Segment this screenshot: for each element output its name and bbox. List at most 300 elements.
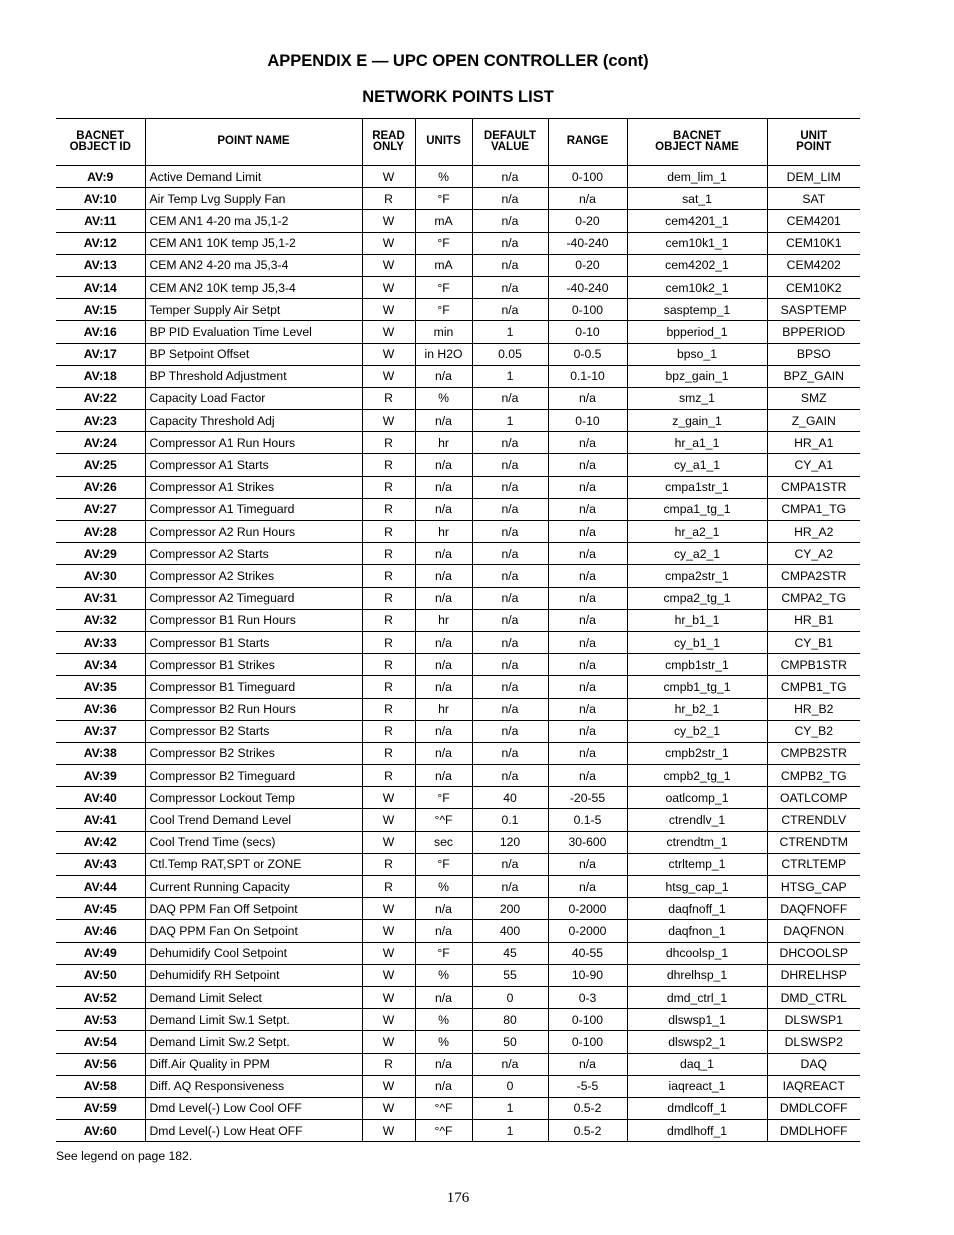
table-cell: hr <box>415 521 472 543</box>
table-cell: AV:35 <box>56 676 145 698</box>
table-cell: 1 <box>472 1097 548 1119</box>
table-cell: 40-55 <box>548 942 627 964</box>
table-cell: DHCOOLSP <box>767 942 860 964</box>
table-cell: R <box>362 188 415 210</box>
table-cell: 400 <box>472 920 548 942</box>
table-cell: DHRELHSP <box>767 964 860 986</box>
table-cell: AV:33 <box>56 631 145 653</box>
table-cell: AV:42 <box>56 831 145 853</box>
table-cell: W <box>362 321 415 343</box>
table-cell: 0 <box>472 1075 548 1097</box>
table-row <box>56 787 860 809</box>
table-cell: n/a <box>548 742 627 764</box>
table-cell: n/a <box>548 876 627 898</box>
table-cell: n/a <box>548 853 627 875</box>
table-cell: 55 <box>472 964 548 986</box>
table-cell: R <box>362 698 415 720</box>
table-cell: daq_1 <box>627 1053 767 1075</box>
table-cell: 0-20 <box>548 210 627 232</box>
table-cell: AV:23 <box>56 410 145 432</box>
table-cell: W <box>362 1009 415 1031</box>
table-cell: W <box>362 210 415 232</box>
table-cell: Diff. AQ Responsiveness <box>145 1075 362 1097</box>
table-cell: HR_A2 <box>767 521 860 543</box>
table-cell: n/a <box>472 543 548 565</box>
table-cell: AV:54 <box>56 1031 145 1053</box>
table-cell: n/a <box>548 654 627 676</box>
table-cell: sec <box>415 831 472 853</box>
table-row <box>56 765 860 787</box>
table-cell: AV:39 <box>56 765 145 787</box>
table-cell: n/a <box>472 454 548 476</box>
table-cell: Compressor A2 Run Hours <box>145 521 362 543</box>
table-cell: AV:30 <box>56 565 145 587</box>
table-cell: SMZ <box>767 387 860 409</box>
table-cell: 0-3 <box>548 986 627 1008</box>
table-cell: cmpa1str_1 <box>627 476 767 498</box>
table-cell: R <box>362 609 415 631</box>
table-cell: bpperiod_1 <box>627 321 767 343</box>
table-cell: AV:31 <box>56 587 145 609</box>
table-cell: 1 <box>472 410 548 432</box>
table-cell: n/a <box>548 698 627 720</box>
table-cell: W <box>362 1120 415 1142</box>
table-cell: R <box>362 853 415 875</box>
table-cell: DMD_CTRL <box>767 986 860 1008</box>
table-cell: W <box>362 410 415 432</box>
table-cell: % <box>415 876 472 898</box>
table-cell: n/a <box>415 720 472 742</box>
table-cell: AV:29 <box>56 543 145 565</box>
table-cell: cmpb2_tg_1 <box>627 765 767 787</box>
table-cell: 200 <box>472 898 548 920</box>
table-cell: DAQ PPM Fan On Setpoint <box>145 920 362 942</box>
table-cell: Compressor B1 Starts <box>145 631 362 653</box>
table-cell: 0.1 <box>472 809 548 831</box>
table-cell: °F <box>415 787 472 809</box>
table-cell: n/a <box>472 853 548 875</box>
table-cell: n/a <box>472 521 548 543</box>
table-cell: CMPA2_TG <box>767 587 860 609</box>
table-cell: Capacity Threshold Adj <box>145 410 362 432</box>
table-cell: % <box>415 1031 472 1053</box>
table-cell: Compressor A1 Run Hours <box>145 432 362 454</box>
table-cell: AV:26 <box>56 476 145 498</box>
table-cell: sasptemp_1 <box>627 299 767 321</box>
table-cell: CMPB2STR <box>767 742 860 764</box>
table-cell: hr_a2_1 <box>627 521 767 543</box>
page-number: 176 <box>446 1190 470 1206</box>
table-row <box>56 654 860 676</box>
table-cell: n/a <box>472 232 548 254</box>
table-cell: AV:16 <box>56 321 145 343</box>
table-cell: CEM AN1 4-20 ma J5,1-2 <box>145 210 362 232</box>
table-cell: hr_b2_1 <box>627 698 767 720</box>
table-cell: 0.1-5 <box>548 809 627 831</box>
table-cell: hr <box>415 609 472 631</box>
table-cell: dem_lim_1 <box>627 166 767 188</box>
table-cell: W <box>362 986 415 1008</box>
table-cell: n/a <box>472 742 548 764</box>
table-cell: CMPB1STR <box>767 654 860 676</box>
table-cell: W <box>362 166 415 188</box>
table-cell: ctrendtm_1 <box>627 831 767 853</box>
table-cell: n/a <box>415 410 472 432</box>
table-cell: W <box>362 1075 415 1097</box>
column-header: DEFAULT VALUE <box>472 119 548 166</box>
table-cell: 0-100 <box>548 1031 627 1053</box>
table-cell: HR_A1 <box>767 432 860 454</box>
table-cell: 0-2000 <box>548 898 627 920</box>
table-cell: % <box>415 387 472 409</box>
table-cell: n/a <box>548 565 627 587</box>
table-cell: AV:15 <box>56 299 145 321</box>
table-cell: Compressor A1 Starts <box>145 454 362 476</box>
table-cell: n/a <box>472 587 548 609</box>
table-cell: AV:50 <box>56 964 145 986</box>
table-cell: R <box>362 876 415 898</box>
table-cell: 1 <box>472 321 548 343</box>
table-cell: R <box>362 454 415 476</box>
table-cell: n/a <box>415 676 472 698</box>
table-cell: daqfnon_1 <box>627 920 767 942</box>
table-cell: cmpb2str_1 <box>627 742 767 764</box>
table-cell: CEM AN2 10K temp J5,3-4 <box>145 276 362 298</box>
table-cell: W <box>362 831 415 853</box>
table-cell: Compressor B2 Timeguard <box>145 765 362 787</box>
table-cell: AV:9 <box>56 166 145 188</box>
table-cell: R <box>362 676 415 698</box>
table-row <box>56 631 860 653</box>
table-cell: Dmd Level(-) Low Cool OFF <box>145 1097 362 1119</box>
table-cell: AV:13 <box>56 254 145 276</box>
table-cell: cy_a1_1 <box>627 454 767 476</box>
table-cell: 0.5-2 <box>548 1097 627 1119</box>
table-cell: CTRENDLV <box>767 809 860 831</box>
table-cell: n/a <box>472 654 548 676</box>
table-cell: n/a <box>472 387 548 409</box>
table-cell: AV:43 <box>56 853 145 875</box>
table-cell: Demand Limit Sw.1 Setpt. <box>145 1009 362 1031</box>
table-cell: Cool Trend Demand Level <box>145 809 362 831</box>
table-cell: SASPTEMP <box>767 299 860 321</box>
table-row <box>56 587 860 609</box>
table-cell: IAQREACT <box>767 1075 860 1097</box>
table-cell: 80 <box>472 1009 548 1031</box>
table-cell: AV:53 <box>56 1009 145 1031</box>
table-cell: n/a <box>415 742 472 764</box>
table-cell: CMPB2_TG <box>767 765 860 787</box>
table-cell: n/a <box>415 587 472 609</box>
table-cell: n/a <box>415 1075 472 1097</box>
table-cell: n/a <box>415 986 472 1008</box>
table-cell: W <box>362 232 415 254</box>
table-cell: SAT <box>767 188 860 210</box>
table-cell: smz_1 <box>627 387 767 409</box>
table-cell: bpz_gain_1 <box>627 365 767 387</box>
table-cell: R <box>362 565 415 587</box>
table-cell: 40 <box>472 787 548 809</box>
table-cell: R <box>362 631 415 653</box>
table-cell: R <box>362 587 415 609</box>
table-cell: AV:59 <box>56 1097 145 1119</box>
table-cell: AV:52 <box>56 986 145 1008</box>
table-cell: cmpa2_tg_1 <box>627 587 767 609</box>
table-row <box>56 276 860 298</box>
table-cell: n/a <box>472 254 548 276</box>
table-cell: daqfnoff_1 <box>627 898 767 920</box>
table-cell: CY_A1 <box>767 454 860 476</box>
table-title: NETWORK POINTS LIST <box>362 88 554 106</box>
table-cell: Compressor A2 Timeguard <box>145 587 362 609</box>
table-cell: n/a <box>548 765 627 787</box>
table-cell: AV:28 <box>56 521 145 543</box>
table-cell: Compressor Lockout Temp <box>145 787 362 809</box>
table-cell: n/a <box>472 876 548 898</box>
table-cell: n/a <box>548 631 627 653</box>
table-cell: dhcoolsp_1 <box>627 942 767 964</box>
table-cell: W <box>362 787 415 809</box>
table-row <box>56 920 860 942</box>
table-cell: Ctl.Temp RAT,SPT or ZONE <box>145 853 362 875</box>
table-row <box>56 565 860 587</box>
table-cell: n/a <box>415 920 472 942</box>
table-cell: Dmd Level(-) Low Heat OFF <box>145 1120 362 1142</box>
table-cell: n/a <box>472 276 548 298</box>
table-cell: hr_a1_1 <box>627 432 767 454</box>
table-cell: z_gain_1 <box>627 410 767 432</box>
table-cell: AV:32 <box>56 609 145 631</box>
table-cell: AV:46 <box>56 920 145 942</box>
table-row <box>56 853 860 875</box>
table-cell: W <box>362 1097 415 1119</box>
table-cell: AV:22 <box>56 387 145 409</box>
table-cell: Compressor B2 Run Hours <box>145 698 362 720</box>
table-cell: AV:24 <box>56 432 145 454</box>
table-cell: cem10k2_1 <box>627 276 767 298</box>
table-cell: Compressor B1 Strikes <box>145 654 362 676</box>
table-row <box>56 321 860 343</box>
table-row <box>56 809 860 831</box>
table-cell: Dehumidify RH Setpoint <box>145 964 362 986</box>
table-cell: min <box>415 321 472 343</box>
table-cell: 0-100 <box>548 1009 627 1031</box>
column-header: UNITS <box>415 119 472 166</box>
table-row <box>56 543 860 565</box>
table-cell: n/a <box>548 432 627 454</box>
table-cell: BPPERIOD <box>767 321 860 343</box>
table-cell: % <box>415 1009 472 1031</box>
table-cell: n/a <box>472 166 548 188</box>
table-cell: n/a <box>548 609 627 631</box>
table-cell: R <box>362 476 415 498</box>
network-points-table <box>56 118 860 1142</box>
table-cell: DEM_LIM <box>767 166 860 188</box>
table-cell: CMPA2STR <box>767 565 860 587</box>
table-cell: cmpb1str_1 <box>627 654 767 676</box>
table-cell: HR_B1 <box>767 609 860 631</box>
table-cell: Demand Limit Sw.2 Setpt. <box>145 1031 362 1053</box>
table-row <box>56 742 860 764</box>
column-header: BACNET OBJECT NAME <box>627 119 767 166</box>
table-row <box>56 986 860 1008</box>
table-cell: 0-2000 <box>548 920 627 942</box>
table-cell: AV:40 <box>56 787 145 809</box>
table-cell: n/a <box>472 299 548 321</box>
table-cell: cy_b2_1 <box>627 720 767 742</box>
table-cell: dlswsp1_1 <box>627 1009 767 1031</box>
table-cell: DAQFNOFF <box>767 898 860 920</box>
table-cell: AV:60 <box>56 1120 145 1142</box>
table-cell: Temper Supply Air Setpt <box>145 299 362 321</box>
table-cell: 0-10 <box>548 321 627 343</box>
table-cell: CEM10K1 <box>767 232 860 254</box>
table-cell: n/a <box>548 587 627 609</box>
table-cell: R <box>362 387 415 409</box>
table-cell: in H2O <box>415 343 472 365</box>
table-cell: 30-600 <box>548 831 627 853</box>
table-row <box>56 166 860 188</box>
table-cell: CEM10K2 <box>767 276 860 298</box>
table-cell: °F <box>415 299 472 321</box>
table-cell: n/a <box>472 498 548 520</box>
table-cell: CEM AN2 4-20 ma J5,3-4 <box>145 254 362 276</box>
table-cell: CTRENDTM <box>767 831 860 853</box>
table-cell: n/a <box>415 565 472 587</box>
table-cell: n/a <box>415 476 472 498</box>
table-cell: DMDLCOFF <box>767 1097 860 1119</box>
table-header-row <box>56 119 860 166</box>
table-cell: R <box>362 742 415 764</box>
table-row <box>56 432 860 454</box>
table-cell: Dehumidify Cool Setpoint <box>145 942 362 964</box>
table-cell: n/a <box>415 898 472 920</box>
table-cell: AV:41 <box>56 809 145 831</box>
table-row <box>56 898 860 920</box>
table-cell: 1 <box>472 1120 548 1142</box>
table-cell: mA <box>415 210 472 232</box>
column-header: POINT NAME <box>145 119 362 166</box>
table-cell: cy_b1_1 <box>627 631 767 653</box>
table-cell: n/a <box>415 365 472 387</box>
table-cell: % <box>415 964 472 986</box>
table-cell: AV:38 <box>56 742 145 764</box>
table-row <box>56 698 860 720</box>
table-cell: dmdlhoff_1 <box>627 1120 767 1142</box>
table-cell: Active Demand Limit <box>145 166 362 188</box>
table-row <box>56 942 860 964</box>
table-cell: n/a <box>472 188 548 210</box>
table-cell: AV:11 <box>56 210 145 232</box>
table-cell: °^F <box>415 1097 472 1119</box>
table-cell: n/a <box>472 476 548 498</box>
table-cell: Demand Limit Select <box>145 986 362 1008</box>
table-cell: n/a <box>548 1053 627 1075</box>
table-row <box>56 720 860 742</box>
table-cell: n/a <box>548 676 627 698</box>
table-cell: AV:27 <box>56 498 145 520</box>
table-cell: Compressor B2 Starts <box>145 720 362 742</box>
table-cell: n/a <box>472 720 548 742</box>
table-row <box>56 254 860 276</box>
table-cell: n/a <box>472 565 548 587</box>
table-cell: n/a <box>548 387 627 409</box>
table-cell: AV:37 <box>56 720 145 742</box>
table-cell: °^F <box>415 809 472 831</box>
table-row <box>56 476 860 498</box>
table-cell: W <box>362 964 415 986</box>
table-cell: cy_a2_1 <box>627 543 767 565</box>
table-cell: n/a <box>415 765 472 787</box>
table-row <box>56 498 860 520</box>
table-row <box>56 454 860 476</box>
table-row <box>56 676 860 698</box>
table-row <box>56 964 860 986</box>
table-cell: R <box>362 521 415 543</box>
table-cell: W <box>362 809 415 831</box>
table-cell: AV:45 <box>56 898 145 920</box>
table-cell: AV:10 <box>56 188 145 210</box>
table-row <box>56 1031 860 1053</box>
table-cell: Current Running Capacity <box>145 876 362 898</box>
table-cell: BP Threshold Adjustment <box>145 365 362 387</box>
table-cell: R <box>362 720 415 742</box>
table-cell: °F <box>415 942 472 964</box>
table-row <box>56 410 860 432</box>
table-cell: BPZ_GAIN <box>767 365 860 387</box>
table-cell: n/a <box>415 1053 472 1075</box>
table-cell: Cool Trend Time (secs) <box>145 831 362 853</box>
table-cell: Compressor A1 Timeguard <box>145 498 362 520</box>
appendix-title: APPENDIX E — UPC OPEN CONTROLLER (cont) <box>267 52 649 70</box>
table-cell: n/a <box>548 498 627 520</box>
table-cell: -20-55 <box>548 787 627 809</box>
table-cell: n/a <box>548 476 627 498</box>
table-cell: CEM AN1 10K temp J5,1-2 <box>145 232 362 254</box>
table-row <box>56 521 860 543</box>
table-cell: -40-240 <box>548 232 627 254</box>
table-cell: °F <box>415 232 472 254</box>
table-cell: cmpa1_tg_1 <box>627 498 767 520</box>
table-cell: CEM4201 <box>767 210 860 232</box>
column-header: READ ONLY <box>362 119 415 166</box>
table-cell: 50 <box>472 1031 548 1053</box>
table-cell: 0-0.5 <box>548 343 627 365</box>
table-cell: dhrelhsp_1 <box>627 964 767 986</box>
table-row <box>56 1097 860 1119</box>
table-cell: AV:44 <box>56 876 145 898</box>
table-cell: n/a <box>472 1053 548 1075</box>
table-cell: W <box>362 343 415 365</box>
table-row <box>56 365 860 387</box>
table-cell: hr_b1_1 <box>627 609 767 631</box>
table-cell: W <box>362 276 415 298</box>
table-cell: 0-100 <box>548 299 627 321</box>
table-row <box>56 831 860 853</box>
table-row <box>56 1053 860 1075</box>
table-cell: n/a <box>472 210 548 232</box>
table-cell: Air Temp Lvg Supply Fan <box>145 188 362 210</box>
table-row <box>56 232 860 254</box>
table-cell: 120 <box>472 831 548 853</box>
table-cell: CMPB1_TG <box>767 676 860 698</box>
table-cell: Compressor A1 Strikes <box>145 476 362 498</box>
table-cell: CMPA1_TG <box>767 498 860 520</box>
table-cell: cem4201_1 <box>627 210 767 232</box>
table-cell: Compressor B1 Timeguard <box>145 676 362 698</box>
table-cell: CEM4202 <box>767 254 860 276</box>
table-cell: cem10k1_1 <box>627 232 767 254</box>
